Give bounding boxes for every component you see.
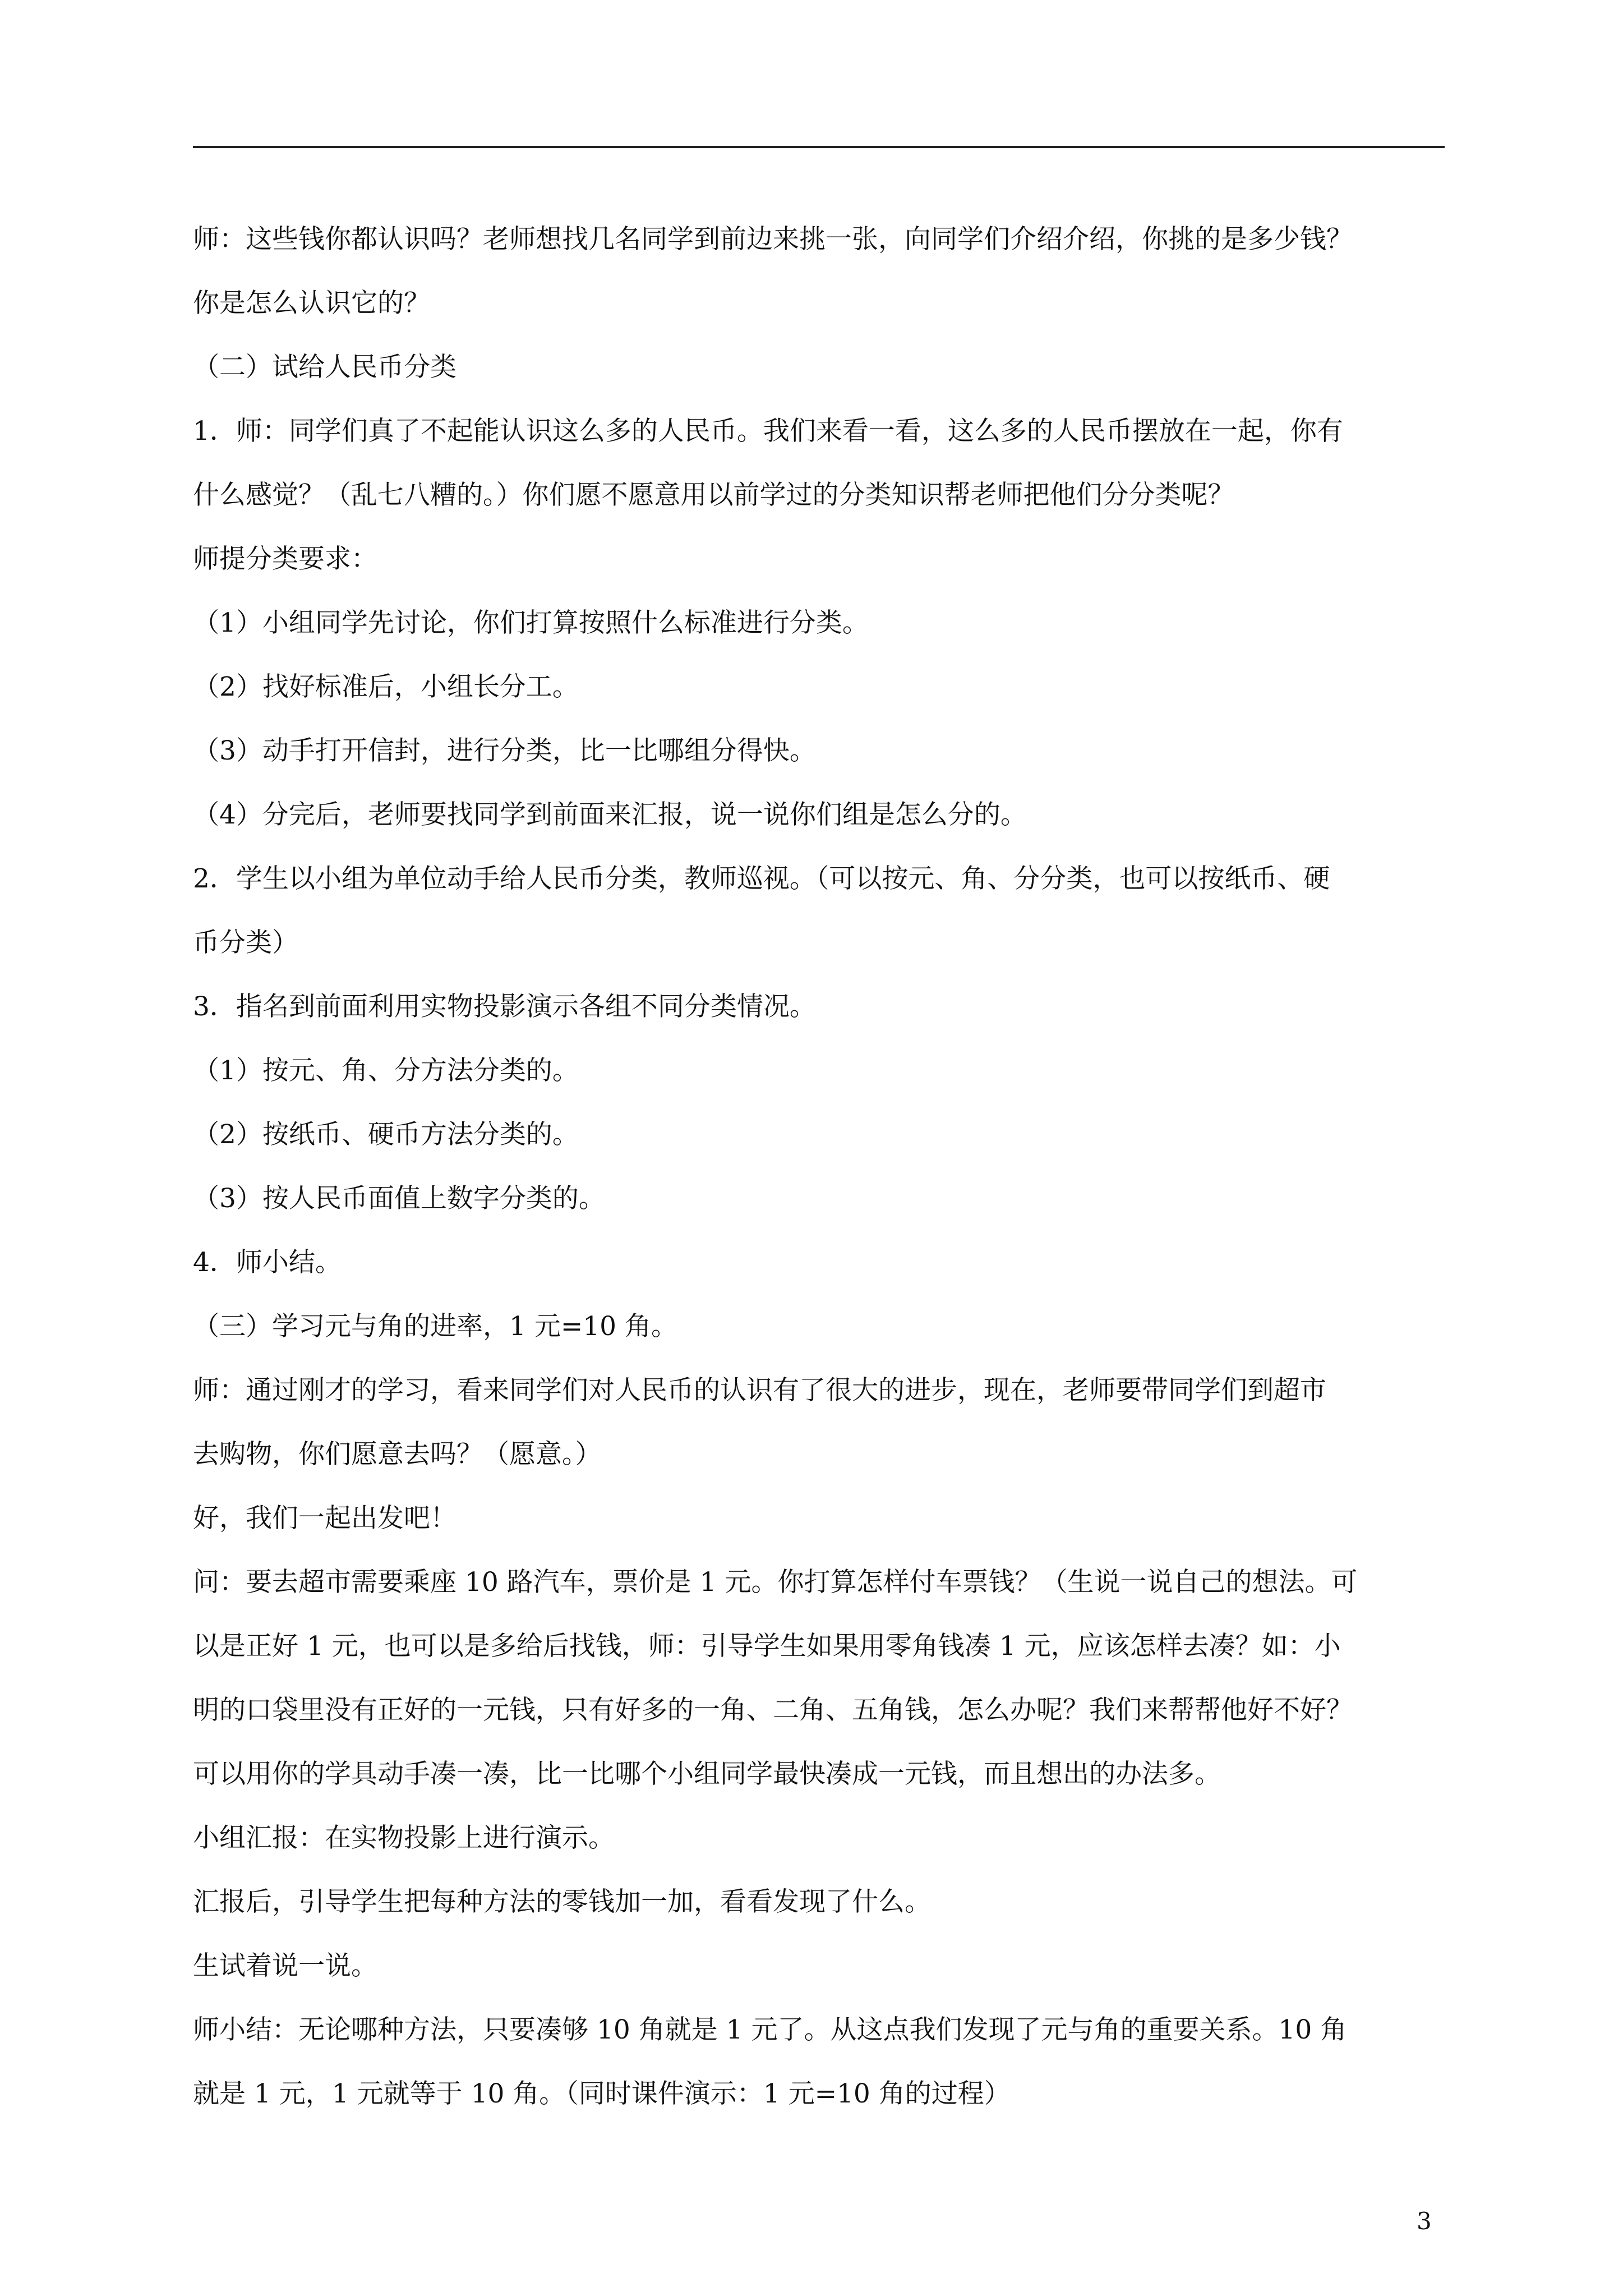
- text-line: 师：这些钱你都认识吗？老师想找几名同学到前边来挑一张，向同学们介绍介绍，你挑的是多少钱？: [193, 224, 1353, 255]
- text-line: 问：要去超市需要乘座 10 路汽车，票价是 1 元。你打算怎样付车票钱？（生说一说自己的想法。可: [193, 1567, 1358, 1598]
- text-line: 生试着说一说。: [193, 1950, 377, 1981]
- text-line: 4．师小结。: [193, 1247, 342, 1278]
- section-heading: （二）试给人民币分类: [193, 352, 457, 383]
- text-line: 什么感觉？（乱七八糟的。）你们愿不愿意用以前学过的分类知识帮老师把他们分分类呢？: [193, 480, 1234, 510]
- document-body: [193, 208, 1445, 2126]
- list-item: （1）小组同学先讨论，你们打算按照什么标准进行分类。: [193, 608, 869, 638]
- text-line: 明的口袋里没有正好的一元钱，只有好多的一角、二角、五角钱，怎么办呢？我们来帮帮他好不好？: [193, 1695, 1353, 1726]
- text-line: 去购物，你们愿意去吗？（愿意。）: [193, 1439, 602, 1470]
- text-line: 小组汇报：在实物投影上进行演示。: [193, 1823, 615, 1853]
- list-item: （1）按元、角、分方法分类的。: [193, 1055, 579, 1086]
- list-item: （3）按人民币面值上数字分类的。: [193, 1183, 605, 1214]
- text-line: 你是怎么认识它的？: [193, 288, 430, 319]
- text-line: 师小结：无论哪种方法，只要凑够 10 角就是 1 元了。从这点我们发现了元与角的重要关系。10 角: [193, 2014, 1347, 2045]
- list-item: （2）按纸币、硬币方法分类的。: [193, 1119, 579, 1150]
- text-line: 3．指名到前面利用实物投影演示各组不同分类情况。: [193, 991, 816, 1022]
- text-line: 币分类）: [193, 927, 298, 958]
- text-line: 以是正好 1 元，也可以是多给后找钱，师：引导学生如果用零角钱凑 1 元，应该怎样去凑？如：小: [193, 1631, 1341, 1662]
- text-line: 汇报后，引导学生把每种方法的零钱加一加，看看发现了什么。: [193, 1887, 931, 1917]
- text-line: 好，我们一起出发吧！: [193, 1503, 457, 1534]
- text-line: 2．学生以小组为单位动手给人民币分类，教师巡视。（可以按元、角、分分类，也可以按纸币、硬: [193, 863, 1330, 894]
- text-line: 师提分类要求：: [193, 544, 377, 574]
- text-line: 可以用你的学具动手凑一凑，比一比哪个小组同学最快凑成一元钱，而且想出的办法多。: [193, 1759, 1221, 1789]
- list-item: （4）分完后，老师要找同学到前面来汇报，说一说你们组是怎么分的。: [193, 799, 1027, 830]
- list-item: （3）动手打开信封，进行分类，比一比哪组分得快。: [193, 735, 816, 766]
- text-line: 1．师：同学们真了不起能认识这么多的人民币。我们来看一看，这么多的人民币摆放在一起，你有: [193, 416, 1343, 447]
- text-line: 就是 1 元，1 元就等于 10 角。（同时课件演示：1 元=10 角的过程）: [193, 2078, 1011, 2109]
- list-item: （2）找好标准后，小组长分工。: [193, 671, 579, 702]
- header-rule: [193, 146, 1445, 148]
- section-heading: （三）学习元与角的进率，1 元=10 角。: [193, 1311, 677, 1342]
- page-number: 3: [1417, 2207, 1432, 2235]
- text-line: 师：通过刚才的学习，看来同学们对人民币的认识有了很大的进步，现在，老师要带同学们到超市: [193, 1375, 1326, 1406]
